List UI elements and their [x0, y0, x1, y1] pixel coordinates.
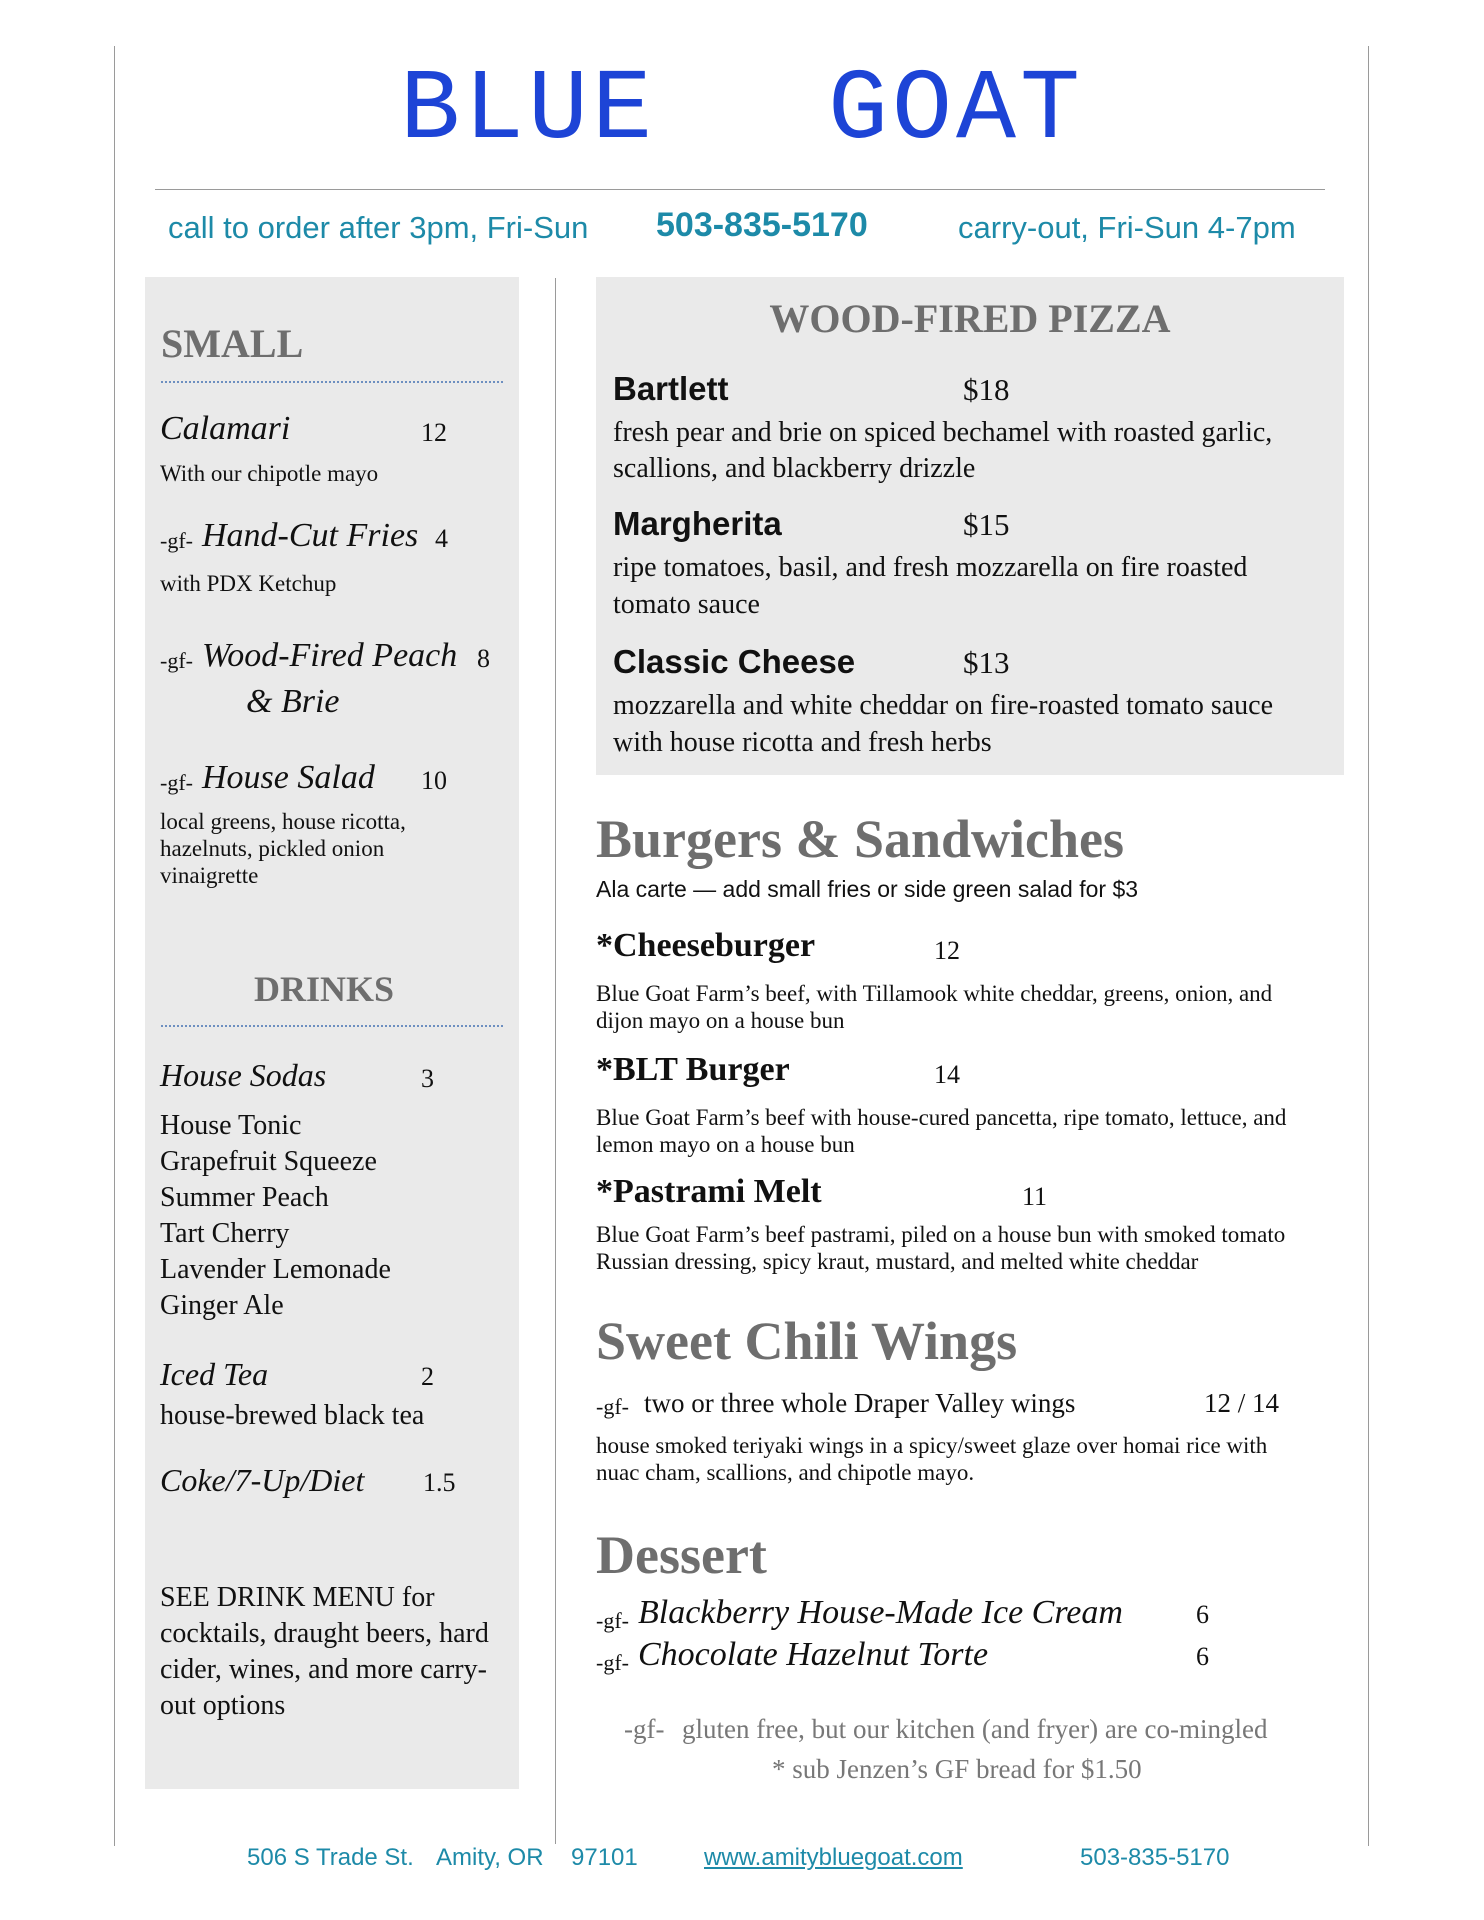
coke-name: Coke/7-Up/Diet [160, 1462, 365, 1498]
column-divider-line [555, 278, 556, 1844]
wings-line: two or three whole Draper Valley wings [644, 1388, 1076, 1418]
small-divider [161, 381, 503, 383]
burger-price: 12 [934, 936, 960, 965]
dessert-name: Blackberry House-Made Ice Cream [638, 1594, 1123, 1631]
gf-mark: -gf- [160, 770, 193, 795]
pizza-name: Classic Cheese [613, 643, 856, 680]
drink-menu-note-line: SEE DRINK MENU for [160, 1582, 435, 1613]
gf-mark: -gf- [596, 1394, 629, 1419]
item-description-line: hazelnuts, pickled onion [160, 836, 385, 861]
soda-flavor: House Tonic [160, 1110, 302, 1141]
gf-legend-mark: -gf- [624, 1714, 665, 1744]
carryout-hours-text: carry-out, Fri-Sun 4-7pm [958, 210, 1296, 245]
dessert-price: 6 [1196, 1642, 1209, 1671]
pizza-description-line: tomato sauce [613, 589, 760, 620]
footer-zip: 97101 [571, 1844, 638, 1871]
pizza-description-line: ripe tomatoes, basil, and fresh mozzarella on fire roasted [613, 552, 1248, 583]
order-hours-text: call to order after 3pm, Fri-Sun [168, 210, 589, 245]
iced-tea-price: 2 [421, 1362, 434, 1391]
drink-menu-note-line: out options [160, 1690, 286, 1721]
gf-bread-note: * sub Jenzen’s GF bread for $1.50 [772, 1754, 1142, 1784]
item-name-line2: & Brie [246, 683, 340, 720]
pizza-price: $13 [963, 645, 1010, 680]
footer-phone[interactable]: 503-835-5170 [1080, 1844, 1230, 1871]
soda-flavor: Tart Cherry [160, 1218, 290, 1249]
burger-description-line: lemon mayo on a house bun [596, 1132, 855, 1157]
soda-flavor: Summer Peach [160, 1182, 329, 1213]
iced-tea-description: house-brewed black tea [160, 1400, 425, 1431]
soda-flavor: Grapefruit Squeeze [160, 1146, 377, 1177]
wings-description-line: house smoked teriyaki wings in a spicy/sweet glaze over homai rice with [596, 1433, 1268, 1458]
pizza-name: Margherita [613, 505, 782, 542]
pizza-description-line: fresh pear and brie on spiced bechamel with roasted garlic, [613, 417, 1273, 448]
gf-mark: -gf- [596, 1608, 629, 1633]
item-name: House Salad [202, 759, 375, 796]
pizza-price: $18 [963, 372, 1010, 407]
pizza-description-line: mozzarella and white cheddar on fire-roasted tomato sauce [613, 690, 1274, 721]
item-name: Calamari [160, 410, 291, 447]
header-phone[interactable]: 503-835-5170 [656, 206, 868, 244]
pizza-description-line: scallions, and blackberry drizzle [613, 453, 976, 484]
item-price: 10 [421, 766, 447, 795]
drink-menu-note-line: cider, wines, and more carry- [160, 1654, 487, 1685]
left-border-line [114, 46, 115, 1846]
item-description-line: vinaigrette [160, 863, 259, 888]
pizza-name: Bartlett [613, 370, 729, 407]
dessert-section-title: Dessert [596, 1525, 767, 1585]
pizza-price: $15 [963, 507, 1010, 542]
footer-city: Amity, OR [436, 1844, 544, 1871]
restaurant-name: BLUE GOAT [399, 55, 1085, 168]
dessert-price: 6 [1196, 1600, 1209, 1629]
burger-description-line: dijon mayo on a house bun [596, 1008, 845, 1033]
wings-price: 12 / 14 [1204, 1388, 1280, 1418]
wings-description-line: nuac cham, scallions, and chipotle mayo. [596, 1460, 975, 1485]
drink-menu-note-line: cocktails, draught beers, hard [160, 1618, 489, 1649]
burger-name: *Cheeseburger [596, 927, 816, 964]
header-rule [155, 189, 1325, 190]
burger-description-line: Blue Goat Farm’s beef with house-cured pancetta, ripe tomato, lettuce, and [596, 1105, 1287, 1130]
iced-tea-name: Iced Tea [160, 1356, 269, 1392]
pizza-description-line: with house ricotta and fresh herbs [613, 727, 992, 758]
item-name: Hand-Cut Fries [202, 517, 419, 554]
burger-name: *BLT Burger [596, 1051, 790, 1088]
item-price: 8 [477, 644, 490, 673]
burger-description-line: Blue Goat Farm’s beef, with Tillamook white cheddar, greens, onion, and [596, 981, 1273, 1006]
burgers-subtitle: Ala carte — add small fries or side green salad for $3 [596, 876, 1139, 902]
burger-price: 11 [1022, 1182, 1048, 1211]
item-price: 4 [435, 524, 448, 553]
burgers-section-title: Burgers & Sandwiches [596, 809, 1125, 869]
gf-mark: -gf- [596, 1650, 629, 1675]
left-menu-panel [145, 277, 519, 1789]
item-price: 12 [421, 418, 447, 447]
right-border-line [1368, 46, 1369, 1846]
burger-name: *Pastrami Melt [596, 1173, 822, 1210]
gf-mark: -gf- [160, 528, 193, 553]
burger-description-line: Russian dressing, spicy kraut, mustard, and melted white cheddar [596, 1249, 1199, 1274]
small-section-title: SMALL [161, 321, 304, 366]
gf-legend-text: gluten free, but our kitchen (and fryer) are co-mingled [682, 1714, 1268, 1744]
burger-price: 14 [934, 1060, 960, 1089]
item-description: with PDX Ketchup [160, 571, 337, 596]
soda-flavor: Ginger Ale [160, 1290, 284, 1321]
item-name: Wood-Fired Peach [202, 637, 458, 674]
pizza-section-title: WOOD-FIRED PIZZA [769, 296, 1171, 341]
footer-website-link[interactable]: www.amitybluegoat.com [704, 1844, 963, 1871]
gf-mark: -gf- [160, 648, 193, 673]
house-sodas-name: House Sodas [160, 1057, 327, 1093]
drinks-section-title: DRINKS [254, 969, 395, 1009]
soda-flavor: Lavender Lemonade [160, 1254, 391, 1285]
item-description-line: local greens, house ricotta, [160, 809, 406, 834]
house-sodas-price: 3 [421, 1064, 434, 1093]
burger-description-line: Blue Goat Farm’s beef pastrami, piled on a house bun with smoked tomato [596, 1222, 1286, 1247]
dessert-name: Chocolate Hazelnut Torte [638, 1636, 989, 1673]
drinks-divider [161, 1025, 503, 1027]
footer-address: 506 S Trade St. [247, 1844, 414, 1871]
wings-section-title: Sweet Chili Wings [596, 1311, 1018, 1371]
coke-price: 1.5 [423, 1468, 456, 1497]
item-description: With our chipotle mayo [160, 461, 379, 486]
